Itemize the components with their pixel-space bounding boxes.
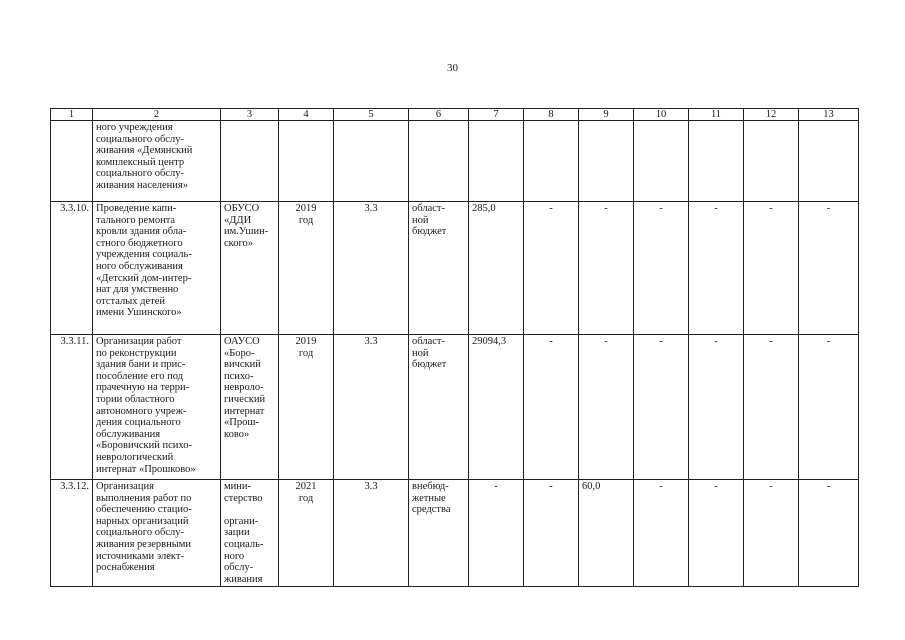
amount-cell: - [524, 480, 579, 587]
measure-name: Проведение капи- тального ремонта кровли здания обла- стного бюджетного учреждения социаль- ного обслуживания «Детский дом-интер- нат для умственно отсталых детей имени Ушинского» [93, 202, 221, 335]
row-number: 3.3.10. [51, 202, 93, 335]
column-number: 11 [689, 109, 744, 121]
table-row [51, 202, 859, 335]
deadline: 2019 год [279, 335, 334, 480]
amount-cell: - [524, 202, 579, 335]
amount-cell: - [744, 480, 799, 587]
funding-source: внебюд- жетные средства [409, 480, 469, 587]
column-number: 10 [634, 109, 689, 121]
row-number [51, 121, 93, 202]
row-number: 3.3.11. [51, 335, 93, 480]
amount-cell [634, 121, 689, 202]
column-number: 5 [334, 109, 409, 121]
amount-cell [524, 121, 579, 202]
amount-cell [799, 121, 859, 202]
amount-cell: - [634, 480, 689, 587]
measure-name: ного учреждения социального обслу- живания «Демянский комплексный центр социального обслу- живания населения» [93, 121, 221, 202]
amount-cell: - [744, 335, 799, 480]
column-number: 8 [524, 109, 579, 121]
executor: мини- стерство органи- зации социаль- ного обслу- живания [221, 480, 279, 587]
column-number: 12 [744, 109, 799, 121]
amount-cell: - [579, 335, 634, 480]
amount-cell: - [689, 202, 744, 335]
amount-cell: - [469, 480, 524, 587]
amount-cell: - [799, 480, 859, 587]
amount-cell [744, 121, 799, 202]
amount-cell: - [799, 202, 859, 335]
column-number: 6 [409, 109, 469, 121]
target-indicator: 3.3 [334, 335, 409, 480]
row-number: 3.3.12. [51, 480, 93, 587]
column-number-row [51, 109, 859, 121]
deadline [279, 121, 334, 202]
target-indicator [334, 121, 409, 202]
column-number: 13 [799, 109, 859, 121]
measure-name: Организация работ по реконструкции здания бани и прис- пособление его под прачечную на терри- тории областного автономного учреж- дения социального обслуживания «Боровичский психо- неврологический интернат «Прошково» [93, 335, 221, 480]
amount-cell: 285,0 [469, 202, 524, 335]
table-row [51, 480, 859, 587]
deadline: 2021 год [279, 480, 334, 587]
amount-cell: - [634, 202, 689, 335]
page-number: 30 [447, 62, 458, 74]
amount-cell: - [579, 202, 634, 335]
column-number: 3 [221, 109, 279, 121]
column-number: 7 [469, 109, 524, 121]
amount-cell: - [799, 335, 859, 480]
funding-source: област- ной бюджет [409, 335, 469, 480]
amount-cell: - [524, 335, 579, 480]
column-number: 1 [51, 109, 93, 121]
deadline: 2019 год [279, 202, 334, 335]
column-number: 4 [279, 109, 334, 121]
amount-cell: - [634, 335, 689, 480]
table-row [51, 335, 859, 480]
executor: ОАУСО «Боро- вичский психо- невроло- гический интернат «Прош- ково» [221, 335, 279, 480]
funding-source: област- ной бюджет [409, 202, 469, 335]
column-number: 2 [93, 109, 221, 121]
amount-cell: - [689, 480, 744, 587]
program-table [50, 108, 859, 587]
amount-cell [689, 121, 744, 202]
amount-cell: - [689, 335, 744, 480]
amount-cell [579, 121, 634, 202]
column-number: 9 [579, 109, 634, 121]
target-indicator: 3.3 [334, 202, 409, 335]
executor [221, 121, 279, 202]
executor: ОБУСО «ДДИ им.Ушин- ского» [221, 202, 279, 335]
amount-cell: 29094,3 [469, 335, 524, 480]
amount-cell: 60,0 [579, 480, 634, 587]
amount-cell [469, 121, 524, 202]
funding-source [409, 121, 469, 202]
measure-name: Организация выполнения работ по обеспечению стацио- нарных организаций социального обслу- живания резервными источниками элект- роснабжения [93, 480, 221, 587]
target-indicator: 3.3 [334, 480, 409, 587]
table-row [51, 121, 859, 202]
amount-cell: - [744, 202, 799, 335]
